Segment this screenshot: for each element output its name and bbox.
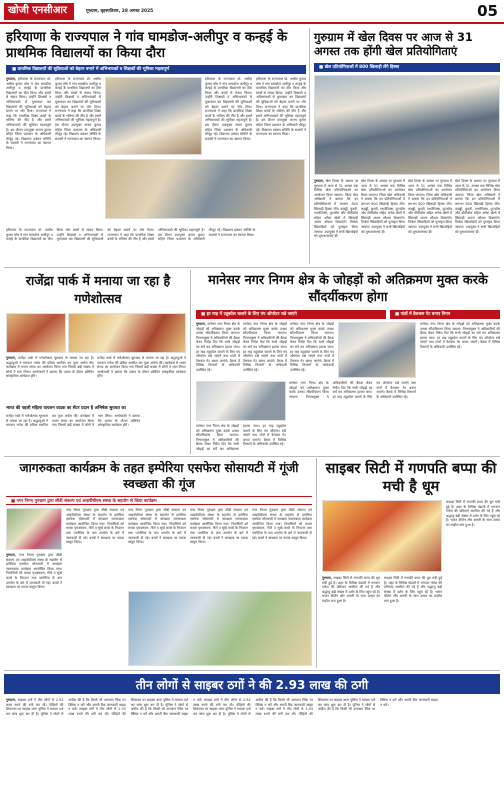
story5-photo-group xyxy=(6,508,62,550)
story4-col5 xyxy=(289,381,416,452)
story5-body-e: नगर निगम गुरुग्राम द्वारा सीडी संकल्प एवं आइपीबीएस संस्था के सहयोग से इम्पेरिया एसफेरा सोसायटी में स्वच्छता जागरुकता कार्यक्रम आयोजित किया गया। निवासियों को कचरा पृथक्करण, गीले व सूखे कचरे के निपटान तथा प्लास्टिक के कम उपयोग के बारे में जानकारी दी गई। बच्चों ने स्वच्छता पर नाटक प्रस्तुत किया। xyxy=(252,508,312,540)
story6-body-b: साइबर सिटी में गणपति बप्पा की धूम मची हुई है। शहर के विभिन्न पंडालों में भगवान गणेश की प्रतिमाएं स्थापित की गई हैं और श्रद्धालु बड़ी संख्या में दर्शन के लिए पहुंच रहे हैं। भजन कीर्तन और आरती के साथ उत्सव का माहौल बना हुआ है। xyxy=(322,576,380,603)
story7-body xyxy=(6,698,500,796)
story1-col5 xyxy=(6,228,306,264)
story1-strip xyxy=(6,65,306,74)
story4-col3 xyxy=(290,322,334,378)
story2-headline: गुरुग्राम में खेल दिवस पर आज से 31 अगस्त तक होंगी खेल प्रतियोगिताएं xyxy=(314,30,473,58)
story3-dateline: गुरुग्राम, xyxy=(6,356,17,360)
strip-bullet-icon: ■ xyxy=(395,312,401,317)
story5-strip-text: नगर निगम गुरुग्राम द्वारा सीडी संकल्प एवं आइपीबीएस संस्था के सहयोग से किया कार्यक्रम xyxy=(16,499,157,504)
story4-body-d: मानेसर नगर निगम क्षेत्र के जोहड़ों को अतिक्रमण मुक्त करके उनका सौंदर्यीकरण किया जाएगा। निगमायुक्त ने अधिकारियों की बैठक लेकर निर्देश दिए कि सभी जोहड़ों का सर्वे कर अतिक्रमण हटाया जाए। हर माह ट्यूबवेल चलाने के लिए पंप ऑपरेटर रखे जाएंगे तथा गांवों में वैलकम गेट बनाए जाएंगे। बैठक में विभिन्न विभागों के अधिकारी उपस्थित रहे। xyxy=(420,322,500,349)
story2-strip-text: खेल प्रतियोगिताओं में 800 खिलाड़ी लेंगे हिस्सा xyxy=(324,65,400,70)
column-divider xyxy=(316,458,317,668)
story3-body-a: राजेंद्रा पार्क में गणेशोत्सव धूमधाम से मनाया जा रहा है। श्रद्धालुओं ने भगवान गणेश की प्रतिमा स्थापित कर पूजा अर्चना की। कार्यक्रम में भजन संध्या का आयोजन किया गया जिसमें बड़ी संख्या में लोगों ने भाग लिया। आयोजकों ने बताया कि उत्सव के दौरान प्रतिदिन सांस्कृतिक कार्यक्रम होंगे। xyxy=(6,356,94,379)
story5-body-b: नगर निगम गुरुग्राम द्वारा सीडी संकल्प एवं आइपीबीएस संस्था के सहयोग से इम्पेरिया एसफेरा सोसायटी में स्वच्छता जागरुकता कार्यक्रम आयोजित किया गया। निवासियों को कचरा पृथक्करण, गीले व सूखे कचरे के निपटान तथा प्लास्टिक के कम उपयोग के बारे में जानकारी दी गई। बच्चों ने स्वच्छता पर नाटक प्रस्तुत किया। xyxy=(66,508,124,545)
story1-body-c: हरियाणा के राज्यपाल प्रो. असीम कुमार घोष ने गांव घामडोज अलीपुर व कन्हई के प्राथमिक विद्यालयों का दौरा किया और बच्चों से संवाद किया। उन्होंने शिक्षकों व अभिभावकों से मुलाकात कर विद्यालयों की सुविधाओं को बेहतर बनाने पर जोर दिया। राज्यपाल ने कहा कि प्राथमिक शिक्षा बच्चों के भविष्य की नींव है और इसमें अभिभावकों की भूमिका महत्वपूर्ण है। इस दौरान उपायुक्त अजय कुमार सहित जिला प्रशासन के अधिकारी मौजूद रहे। विद्यालय प्रबंधन समिति के सदस्यों ने राज्यपाल का स्वागत किया। xyxy=(205,77,252,141)
story3-body-c: राजेंद्रा पार्क में गणेशोत्सव धूमधाम से मनाया जा रहा है। श्रद्धालुओं ने भगवान गणेश की प्रतिमा स्थापित कर पूजा अर्चना की। कार्यक्रम में भजन संध्या का आयोजन किया गया जिसमें बड़ी संख्या में लोगों ने भाग लिया। आयोजकों ने बताया कि उत्सव के दौरान प्रतिदिन सांस्कृतिक कार्यक्रम होंगे। xyxy=(6,414,140,428)
story2-col4 xyxy=(455,179,500,264)
story3-col1 xyxy=(6,356,94,404)
column-divider xyxy=(309,28,310,264)
masthead xyxy=(0,0,504,24)
story1-photo-classroom xyxy=(105,159,305,219)
story4-photo-meeting xyxy=(338,322,416,378)
story2-body-a: खेल दिवस के अवसर पर गुरुग्राम में आज से 31 अगस्त तक विभिन्न खेल प्रतियोगिताओं का आयोजन किया जाएगा। जिला खेल अधिकारी ने बताया कि इन प्रतियोगिताओं में लगभग 800 खिलाड़ी हिस्सा लेंगे। कबड्डी, कुश्ती, एथलेटिक्स, फुटबॉल और वॉलीबॉल सहित अनेक खेलों में खिलाड़ी अपना कौशल दिखाएंगे। विजेता खिलाड़ियों को पुरस्कृत किया जाएगा। उपायुक्त ने सभी खिलाड़ियों को शुभकामनाएं दीं। xyxy=(314,179,358,239)
story2-body-d: खेल दिवस के अवसर पर गुरुग्राम में आज से 31 अगस्त तक विभिन्न खेल प्रतियोगिताओं का आयोजन किया जाएगा। जिला खेल अधिकारी ने बताया कि इन प्रतियोगिताओं में लगभग 800 खिलाड़ी हिस्सा लेंगे। कबड्डी, कुश्ती, एथलेटिक्स, फुटबॉल और वॉलीबॉल सहित अनेक खेलों में खिलाड़ी अपना कौशल दिखाएंगे। विजेता खिलाड़ियों को पुरस्कृत किया जाएगा। उपायुक्त ने सभी खिलाड़ियों को शुभकामनाएं दीं। xyxy=(455,179,500,234)
story1-body-b: हरियाणा के राज्यपाल प्रो. असीम कुमार घोष ने गांव घामडोज अलीपुर व कन्हई के प्राथमिक विद्यालयों का दौरा किया और बच्चों से संवाद किया। उन्होंने शिक्षकों व अभिभावकों से मुलाकात कर विद्यालयों की सुविधाओं को बेहतर बनाने पर जोर दिया। राज्यपाल ने कहा कि प्राथमिक शिक्षा बच्चों के भविष्य की नींव है और इसमें अभिभावकों की भूमिका महत्वपूर्ण है। इस दौरान उपायुक्त अजय कुमार सहित जिला प्रशासन के अधिकारी मौजूद रहे। विद्यालय प्रबंधन समिति के सदस्यों ने राज्यपाल का स्वागत किया। xyxy=(55,77,101,141)
story4-strip-right-text: गांवों में वैलकम गेट बनाए निगम xyxy=(400,312,451,317)
story7-headline: तीन लोगों से साइबर ठगों ने की 2.93 लाख की ठगी xyxy=(135,678,369,692)
story4-body-a: मानेसर नगर निगम क्षेत्र के जोहड़ों को अतिक्रमण मुक्त करके उनका सौंदर्यीकरण किया जाएगा। निगमायुक्त ने अधिकारियों की बैठक लेकर निर्देश दिए कि सभी जोहड़ों का सर्वे कर अतिक्रमण हटाया जाए। हर माह ट्यूबवेल चलाने के लिए पंप ऑपरेटर रखे जाएंगे तथा गांवों में वैलकम गेट बनाए जाएंगे। बैठक में विभिन्न विभागों के अधिकारी उपस्थित रहे। xyxy=(196,322,240,372)
story4-strip-right xyxy=(390,310,500,319)
story7-dateline: गुरुग्राम, xyxy=(6,698,17,702)
story5-body-d: नगर निगम गुरुग्राम द्वारा सीडी संकल्प एवं आइपीबीएस संस्था के सहयोग से इम्पेरिया एसफेरा सोसायटी में स्वच्छता जागरुकता कार्यक्रम आयोजित किया गया। निवासियों को कचरा पृथक्करण, गीले व सूखे कचरे के निपटान तथा प्लास्टिक के कम उपयोग के बारे में जानकारी दी गई। बच्चों ने स्वच्छता पर नाटक प्रस्तुत किया। xyxy=(190,508,248,545)
story1-col1 xyxy=(6,77,51,225)
story4-body-e: मानेसर नगर निगम क्षेत्र के जोहड़ों को अतिक्रमण मुक्त करके उनका सौंदर्यीकरण किया जाएगा। निगमायुक्त ने अधिकारियों की बैठक लेकर निर्देश दिए कि सभी जोहड़ों का सर्वे कर अतिक्रमण हटाया जाए। हर माह ट्यूबवेल चलाने के लिए पंप ऑपरेटर रखे जाएंगे तथा गांवों में वैलकम गेट बनाए जाएंगे। बैठक में विभिन्न विभागों के अधिकारी उपस्थित रहे। xyxy=(289,381,416,399)
story5-dateline: गुरुग्राम, xyxy=(6,553,17,557)
story1-headline: हरियाणा के राज्यपाल ने गांव घामडोज-अलीपुर व कन्हई के प्राथमिक विद्यालयों का किया दौरा xyxy=(6,30,288,61)
story6-headline: साइबर सिटी में गणपति बप्पा की मची है धूम xyxy=(325,461,497,495)
story4-body-b: मानेसर नगर निगम क्षेत्र के जोहड़ों को अतिक्रमण मुक्त करके उनका सौंदर्यीकरण किया जाएगा। निगमायुक्त ने अधिकारियों की बैठक लेकर निर्देश दिए कि सभी जोहड़ों का सर्वे कर अतिक्रमण हटाया जाए। हर माह ट्यूबवेल चलाने के लिए पंप ऑपरेटर रखे जाएंगे तथा गांवों में वैलकम गेट बनाए जाएंगे। बैठक में विभिन्न विभागों के अधिकारी उपस्थित रहे। xyxy=(243,322,287,372)
story4-col2 xyxy=(243,322,287,378)
story5-body-c: नगर निगम गुरुग्राम द्वारा सीडी संकल्प एवं आइपीबीएस संस्था के सहयोग से इम्पेरिया एसफेरा सोसायटी में स्वच्छता जागरुकता कार्यक्रम आयोजित किया गया। निवासियों को कचरा पृथक्करण, गीले व सूखे कचरे के निपटान तथा प्लास्टिक के कम उपयोग के बारे में जानकारी दी गई। बच्चों ने स्वच्छता पर नाटक प्रस्तुत किया। xyxy=(128,508,186,545)
section-divider xyxy=(4,267,500,268)
strip-bullet-icon: ■ xyxy=(319,65,325,70)
story1-col3 xyxy=(205,77,252,159)
story2-strip xyxy=(314,63,500,72)
story6-dateline: गुरुग्राम, xyxy=(322,576,333,580)
story6-body-a: साइबर सिटी में गणपति बप्पा की धूम मची हुई है। शहर के विभिन्न पंडालों में भगवान गणेश की प्रतिमाएं स्थापित की गई हैं और श्रद्धालु बड़ी संख्या में दर्शन के लिए पहुंच रहे हैं। भजन कीर्तन और आरती के साथ उत्सव का माहौल बना हुआ है। xyxy=(446,500,500,527)
story1-col4 xyxy=(256,77,306,159)
story6-photo-ganpati xyxy=(322,500,442,572)
story7-body-b: साइबर ठगों ने तीन लोगों से 2.93 लाख रुपये की ठगी कर ली। पीड़ितों की शिकायत पर साइबर थाना पुलिस ने मामला दर्ज कर जांच शुरू कर दी है। पुलिस ने लोगों से अपील की है कि किसी भी अनजान लिंक पर क्लिक न करें और अपनी बैंक जानकारी साझा न करें। xyxy=(68,698,203,716)
story1-body-a: हरियाणा के राज्यपाल प्रो. असीम कुमार घोष ने गांव घामडोज अलीपुर व कन्हई के प्राथमिक विद्यालयों का दौरा किया और बच्चों से संवाद किया। उन्होंने शिक्षकों व अभिभावकों से मुलाकात कर विद्यालयों की सुविधाओं को बेहतर बनाने पर जोर दिया। राज्यपाल ने कहा कि प्राथमिक शिक्षा बच्चों के भविष्य की नींव है और इसमें अभिभावकों की भूमिका महत्वपूर्ण है। इस दौरान उपायुक्त अजय कुमार सहित जिला प्रशासन के अधिकारी मौजूद रहे। विद्यालय प्रबंधन समिति के सदस्यों ने राज्यपाल का स्वागत किया। xyxy=(6,77,51,150)
story6-body-c: साइबर सिटी में गणपति बप्पा की धूम मची हुई है। शहर के विभिन्न पंडालों में भगवान गणेश की प्रतिमाएं स्थापित की गई हैं और श्रद्धालु बड़ी संख्या में दर्शन के लिए पहुंच रहे हैं। भजन कीर्तन और आरती के साथ उत्सव का माहौल बना हुआ है। xyxy=(384,576,442,603)
story4-dateline: गुरुग्राम, xyxy=(196,322,207,326)
story2-col3 xyxy=(408,179,452,264)
strip-bullet-icon: ■ xyxy=(201,312,207,317)
story5-body-a: नगर निगम गुरुग्राम द्वारा सीडी संकल्प एवं आइपीबीएस संस्था के सहयोग से इम्पेरिया एसफेरा सोसायटी में स्वच्छता जागरुकता कार्यक्रम आयोजित किया गया। निवासियों को कचरा पृथक्करण, गीले व सूखे कचरे के निपटान तथा प्लास्टिक के कम उपयोग के बारे में जानकारी दी गई। बच्चों ने स्वच्छता पर नाटक प्रस्तुत किया। xyxy=(6,553,62,590)
story4-col4 xyxy=(420,322,500,452)
story4-strip-left-text: हर माह में ट्यूबवेल चलाने के लिए पंप ऑपरेटर रखे जाएंगे xyxy=(206,312,297,317)
story5-photo-society xyxy=(128,591,312,666)
story3-photo-right xyxy=(68,313,186,353)
page-number: 05 xyxy=(477,2,498,20)
story2-photo-meeting xyxy=(314,75,500,175)
story7-body-d: साइबर ठगों ने तीन लोगों से 2.93 लाख रुपये की ठगी कर ली। पीड़ितों की शिकायत पर साइबर थाना पुलिस ने मामला दर्ज कर जांच शुरू कर दी है। पुलिस ने लोगों से अपील की है कि किसी भी अनजान लिंक पर क्लिक न करें और अपनी बैंक जानकारी साझा न करें। xyxy=(255,698,438,716)
section-divider xyxy=(4,456,500,457)
story3-photo-left xyxy=(6,313,66,353)
story3-body-b: राजेंद्रा पार्क में गणेशोत्सव धूमधाम से मनाया जा रहा है। श्रद्धालुओं ने भगवान गणेश की प्रतिमा स्थापित कर पूजा अर्चना की। कार्यक्रम में भजन संध्या का आयोजन किया गया जिसमें बड़ी संख्या में लोगों ने भाग लिया। आयोजकों ने बताया कि उत्सव के दौरान प्रतिदिन सांस्कृतिक कार्यक्रम होंगे। xyxy=(97,356,186,379)
story5-col4 xyxy=(190,508,248,588)
section-divider xyxy=(4,670,500,671)
story1-strip-text: प्राथमिक विद्यालयों की सुविधाओं को बेहतर बनाने में अभिभावकों व शिक्षकों की भूमिका महत्वपूर्ण xyxy=(17,67,170,72)
story2-dateline: गुरुग्राम, xyxy=(314,179,325,183)
story5-strip xyxy=(6,496,312,505)
story4-body-f: मानेसर नगर निगम क्षेत्र के जोहड़ों को अतिक्रमण मुक्त करके उनका सौंदर्यीकरण किया जाएगा। निगमायुक्त ने अधिकारियों की बैठक लेकर निर्देश दिए कि सभी जोहड़ों का सर्वे कर अतिक्रमण हटाया जाए। हर माह ट्यूबवेल चलाने के लिए पंप ऑपरेटर रखे जाएंगे तथा गांवों में वैलकम गेट बनाए जाएंगे। बैठक में विभिन्न विभागों के अधिकारी उपस्थित रहे। xyxy=(196,424,286,451)
story6-col2 xyxy=(322,576,380,666)
story6-col3 xyxy=(384,576,442,666)
story7-body-a: साइबर ठगों ने तीन लोगों से 2.93 लाख रुपये की ठगी कर ली। पीड़ितों की शिकायत पर साइबर थाना पुलिस ने मामला दर्ज कर जांच शुरू कर दी है। पुलिस ने लोगों से अपील की है कि किसी भी अनजान लिंक पर क्लिक न करें और अपनी बैंक जानकारी साझा न करें। xyxy=(6,698,126,716)
story4-col1 xyxy=(196,322,240,378)
story4-photo-table xyxy=(196,381,286,421)
story4-col6 xyxy=(196,424,286,452)
story5-col3 xyxy=(128,508,186,588)
story3-headline: राजेंद्रा पार्क में मनाया जा रहा है गणेशोत्सव xyxy=(25,273,171,306)
strip-bullet-icon: ■ xyxy=(11,499,17,504)
brand-name: खोजी एनसीआर xyxy=(8,5,68,16)
story3-col2 xyxy=(97,356,186,404)
story5-col1 xyxy=(6,553,62,666)
issue-date: गुरुग्राम, बृहस्पतिवार, 28 अगस्त 2025 xyxy=(86,9,154,14)
story7-body-c: साइबर ठगों ने तीन लोगों से 2.93 लाख रुपये की ठगी कर ली। पीड़ितों की शिकायत पर साइबर थाना पुलिस ने मामला दर्ज कर जांच शुरू कर दी है। पुलिस ने लोगों से अपील की है कि किसी भी अनजान लिंक पर क्लिक न करें और अपनी बैंक जानकारी साझा न करें। xyxy=(193,698,313,716)
strip-bullet-icon: ■ xyxy=(12,67,18,72)
story6-col1 xyxy=(446,500,500,666)
story2-body-c: खेल दिवस के अवसर पर गुरुग्राम में आज से 31 अगस्त तक विभिन्न खेल प्रतियोगिताओं का आयोजन किया जाएगा। जिला खेल अधिकारी ने बताया कि इन प्रतियोगिताओं में लगभग 800 खिलाड़ी हिस्सा लेंगे। कबड्डी, कुश्ती, एथलेटिक्स, फुटबॉल और वॉलीबॉल सहित अनेक खेलों में खिलाड़ी अपना कौशल दिखाएंगे। विजेता खिलाड़ियों को पुरस्कृत किया जाएगा। उपायुक्त ने सभी खिलाड़ियों को शुभकामनाएं दीं। xyxy=(408,179,452,234)
story3-subhead: भारत की पहली महिला वायलन वादक का सेंटर प्रदान है अभिषेक सुरत्वत का xyxy=(6,406,126,411)
story2-col1 xyxy=(314,179,358,264)
story2-body-b: खेल दिवस के अवसर पर गुरुग्राम में आज से 31 अगस्त तक विभिन्न खेल प्रतियोगिताओं का आयोजन किया जाएगा। जिला खेल अधिकारी ने बताया कि इन प्रतियोगिताओं में लगभग 800 खिलाड़ी हिस्सा लेंगे। कबड्डी, कुश्ती, एथलेटिक्स, फुटबॉल और वॉलीबॉल सहित अनेक खेलों में खिलाड़ी अपना कौशल दिखाएंगे। विजेता खिलाड़ियों को पुरस्कृत किया जाएगा। उपायुक्त ने सभी खिलाड़ियों को शुभकामनाएं दीं। xyxy=(361,179,405,234)
story1-dateline: गुरुग्राम, xyxy=(6,77,17,81)
story5-col5 xyxy=(252,508,312,588)
story1-col2 xyxy=(55,77,101,225)
story4-headline: मानेसर नगर निगम क्षेत्र के जोहड़ों को अतिक्रमण मुक्त करके सौंदर्यीकरण होगा xyxy=(208,273,488,305)
story2-col2 xyxy=(361,179,405,264)
story5-col2 xyxy=(66,508,124,666)
story5-headline: जागरुकता कार्यक्रम के तहत इम्पेरिया एसफेरा सोसायटी में गूंजी स्वच्छता की गूंज xyxy=(19,461,299,491)
column-divider xyxy=(190,270,191,454)
story1-photo-main xyxy=(105,77,202,155)
story3-col3 xyxy=(6,414,186,452)
story4-strip-left xyxy=(196,310,386,319)
story1-body-d: हरियाणा के राज्यपाल प्रो. असीम कुमार घोष ने गांव घामडोज अलीपुर व कन्हई के प्राथमिक विद्यालयों का दौरा किया और बच्चों से संवाद किया। उन्होंने शिक्षकों व अभिभावकों से मुलाकात कर विद्यालयों की सुविधाओं को बेहतर बनाने पर जोर दिया। राज्यपाल ने कहा कि प्राथमिक शिक्षा बच्चों के भविष्य की नींव है और इसमें अभिभावकों की भूमिका महत्वपूर्ण है। इस दौरान उपायुक्त अजय कुमार सहित जिला प्रशासन के अधिकारी मौजूद रहे। विद्यालय प्रबंधन समिति के सदस्यों ने राज्यपाल का स्वागत किया। xyxy=(256,77,306,137)
story1-body-e: हरियाणा के राज्यपाल प्रो. असीम कुमार घोष ने गांव घामडोज अलीपुर व कन्हई के प्राथमिक विद्यालयों का दौरा किया और बच्चों से संवाद किया। उन्होंने शिक्षकों व अभिभावकों से मुलाकात कर विद्यालयों की सुविधाओं को बेहतर बनाने पर जोर दिया। राज्यपाल ने कहा कि प्राथमिक शिक्षा बच्चों के भविष्य की नींव है और इसमें अभिभावकों की भूमिका महत्वपूर्ण है। इस दौरान उपायुक्त अजय कुमार सहित जिला प्रशासन के अधिकारी मौजूद रहे। विद्यालय प्रबंधन समिति के सदस्यों ने राज्यपाल का स्वागत किया। xyxy=(6,228,256,242)
story7-banner xyxy=(4,674,500,694)
story4-body-c: मानेसर नगर निगम क्षेत्र के जोहड़ों को अतिक्रमण मुक्त करके उनका सौंदर्यीकरण किया जाएगा। निगमायुक्त ने अधिकारियों की बैठक लेकर निर्देश दिए कि सभी जोहड़ों का सर्वे कर अतिक्रमण हटाया जाए। हर माह ट्यूबवेल चलाने के लिए पंप ऑपरेटर रखे जाएंगे तथा गांवों में वैलकम गेट बनाए जाएंगे। बैठक में विभिन्न विभागों के अधिकारी उपस्थित रहे। xyxy=(290,322,334,372)
